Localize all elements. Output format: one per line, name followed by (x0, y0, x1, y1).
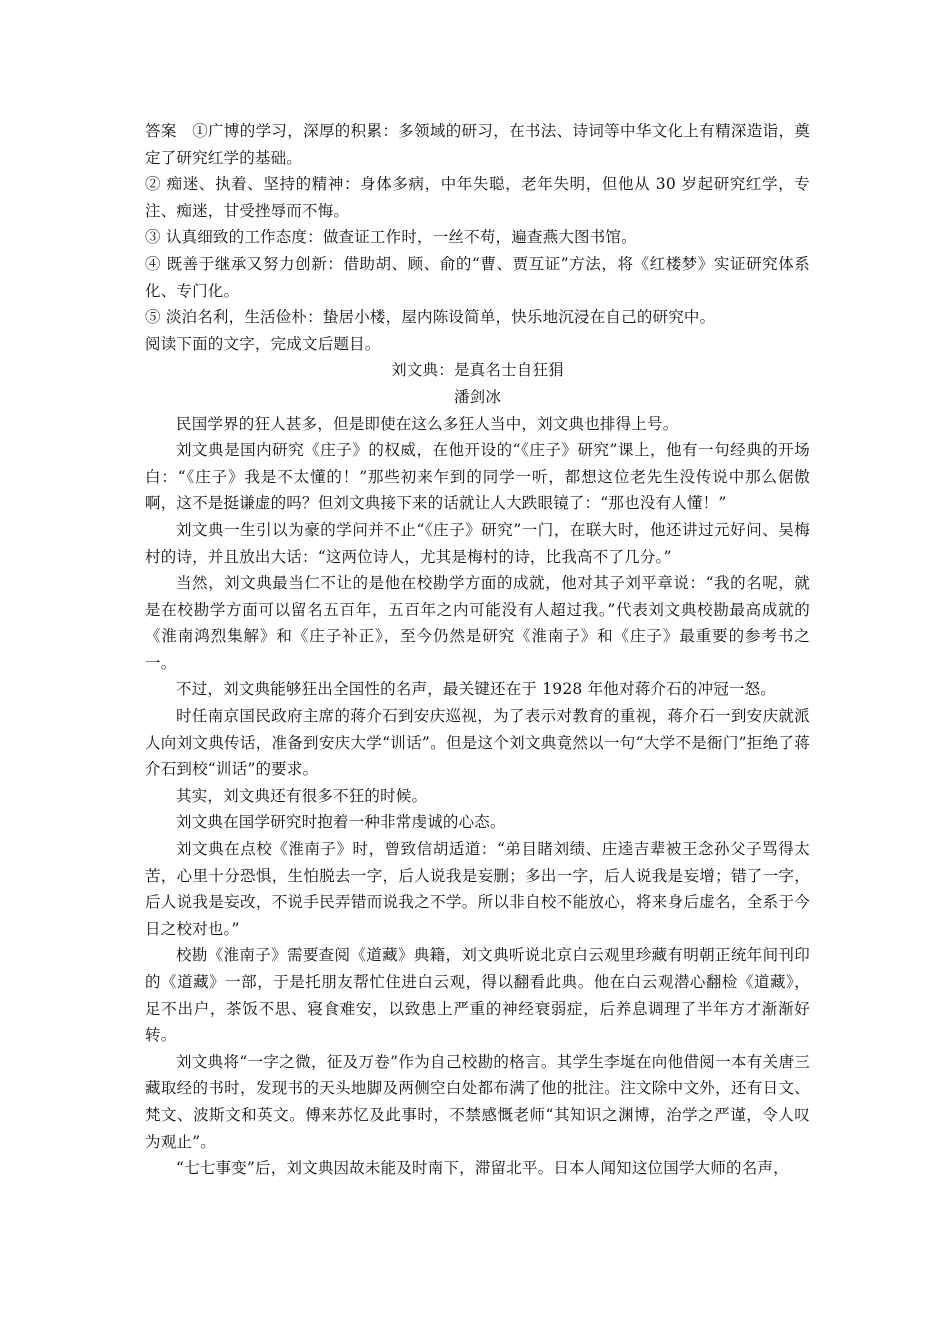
document-page (145, 118, 810, 1182)
answer-item-3: ③ 认真细致的工作态度：做查证工作时，一丝不苟，遍查燕大图书馆。 (145, 228, 637, 247)
article-paragraph: 不过，刘文典能够狂出全国性的名声，最关键还在于 1928 年他对蒋介石的冲冠一怒。 (176, 680, 777, 699)
article-paragraph: “七七事变”后，刘文典因故未能及时南下，滞留北平。日本人闻知这位国学大师的名声， (176, 1159, 789, 1178)
answer-item-2: ② 痴迷、执着、坚持的精神：身体多病，中年失聪，老年失明，但他从 30 岁起研究红学，专注、痴迷，甘受挫辱而不悔。 (145, 175, 810, 220)
article-paragraph: 民国学界的狂人甚多，但是即使在这么多狂人当中，刘文典也排得上号。 (176, 414, 679, 433)
article-paragraph: 校勘《淮南子》需要查阅《道藏》典籍，刘文典听说北京白云观里珍藏有明朝正统年间刊印的《道藏》一部，于是托朋友帮忙住进白云观，得以翻看此典。他在白云观潜心翻检《道藏》，足不出户，茶饭不思、寝食难安，以致患上严重的神经衰弱症，后养息调理了半年方才渐渐好转。 (145, 946, 810, 1045)
article-paragraph: 时任南京国民政府主席的蒋介石到安庆巡视，为了表示对教育的重视，蒋介石一到安庆就派人向刘文典传话，准备到安庆大学“训话”。但是这个刘文典竟然以一句“大学不是衙门”拒绝了蒋介石到校“训话”的要求。 (145, 707, 810, 779)
answer-item-1-text: ①广博的学习，深厚的积累：多领域的研习，在书法、诗词等中华文化上有精深造诣，奠定了研究红学的基础。 (145, 122, 810, 167)
article-paragraph: 刘文典将“一字之微，征及万卷”作为自己校勘的格言。其学生李埏在向他借阅一本有关唐三藏取经的书时，发现书的天头地脚及两侧空白处都布满了他的批注。注文除中文外，还有日文、梵文、波斯文和英文。傅来苏忆及此事时，不禁感慨老师“其知识之渊博，治学之严谨，令人叹为观止”。 (145, 1052, 810, 1151)
answer-item-5: ⑤ 淡泊名利，生活俭朴：蛰居小楼，屋内陈设简单，快乐地沉浸在自己的研究中。 (145, 308, 716, 327)
answer-label: 答案 (145, 122, 177, 140)
answer-item-1 (145, 118, 810, 171)
article-paragraph: 刘文典在国学研究时抱着一种非常虔诚的心态。 (176, 813, 506, 832)
article-title: 刘文典：是真名士自狂狷 (391, 361, 564, 380)
answer-item-4: ④ 既善于继承又努力创新：借助胡、顾、俞的“曹、贾互证”方法，将《红楼梦》实证研究体系化、专门化。 (145, 254, 810, 300)
article-paragraph: 当然，刘文典最当仁不让的是他在校勘学方面的成就，他对其子刘平章说：“我的名呢，就是在校勘学方面可以留名五百年，五百年之内可能没有人超过我。”代表刘文典校勘最高成就的《淮南鸿烈集解》和《庄子补正》，至今仍然是研究《淮南子》和《庄子》最重要的参考书之一。 (145, 574, 810, 672)
article-paragraph: 其实，刘文典还有很多不狂的时候。 (176, 786, 428, 805)
article-paragraph: 刘文典在点校《淮南子》时，曾致信胡适道：“弟目睹刘绩、庄逵吉辈被王念孙父子骂得太苦，心里十分恐惧，生怕脱去一字，后人说我是妄删；多出一字，后人说我是妄增；错了一字，后人说我是妄改，不说手民弄错而说我之不学。所以非自校不能放心，将来身后虚名，全系于今日之校对也。” (145, 840, 810, 938)
article-author: 潘剑冰 (453, 387, 502, 406)
reading-instruction: 阅读下面的文字，完成文后题目。 (145, 334, 381, 353)
article-paragraph: 刘文典是国内研究《庄子》的权威，在他开设的“《庄子》研究”课上，他有一句经典的开场白：“《庄子》我是不太懂的！”那些初来乍到的同学一听，都想这位老先生没传说中那么倨傲啊，这不是挺谦虚的吗？但刘文典接下来的话就让人大跌眼镜了：“那也没有人懂！” (145, 441, 810, 513)
article-paragraph: 刘文典一生引以为豪的学问并不止“《庄子》研究”一门，在联大时，他还讲过元好问、吴梅村的诗，并且放出大话：“这两位诗人，尤其是梅村的诗，比我高不了几分。” (145, 520, 810, 566)
